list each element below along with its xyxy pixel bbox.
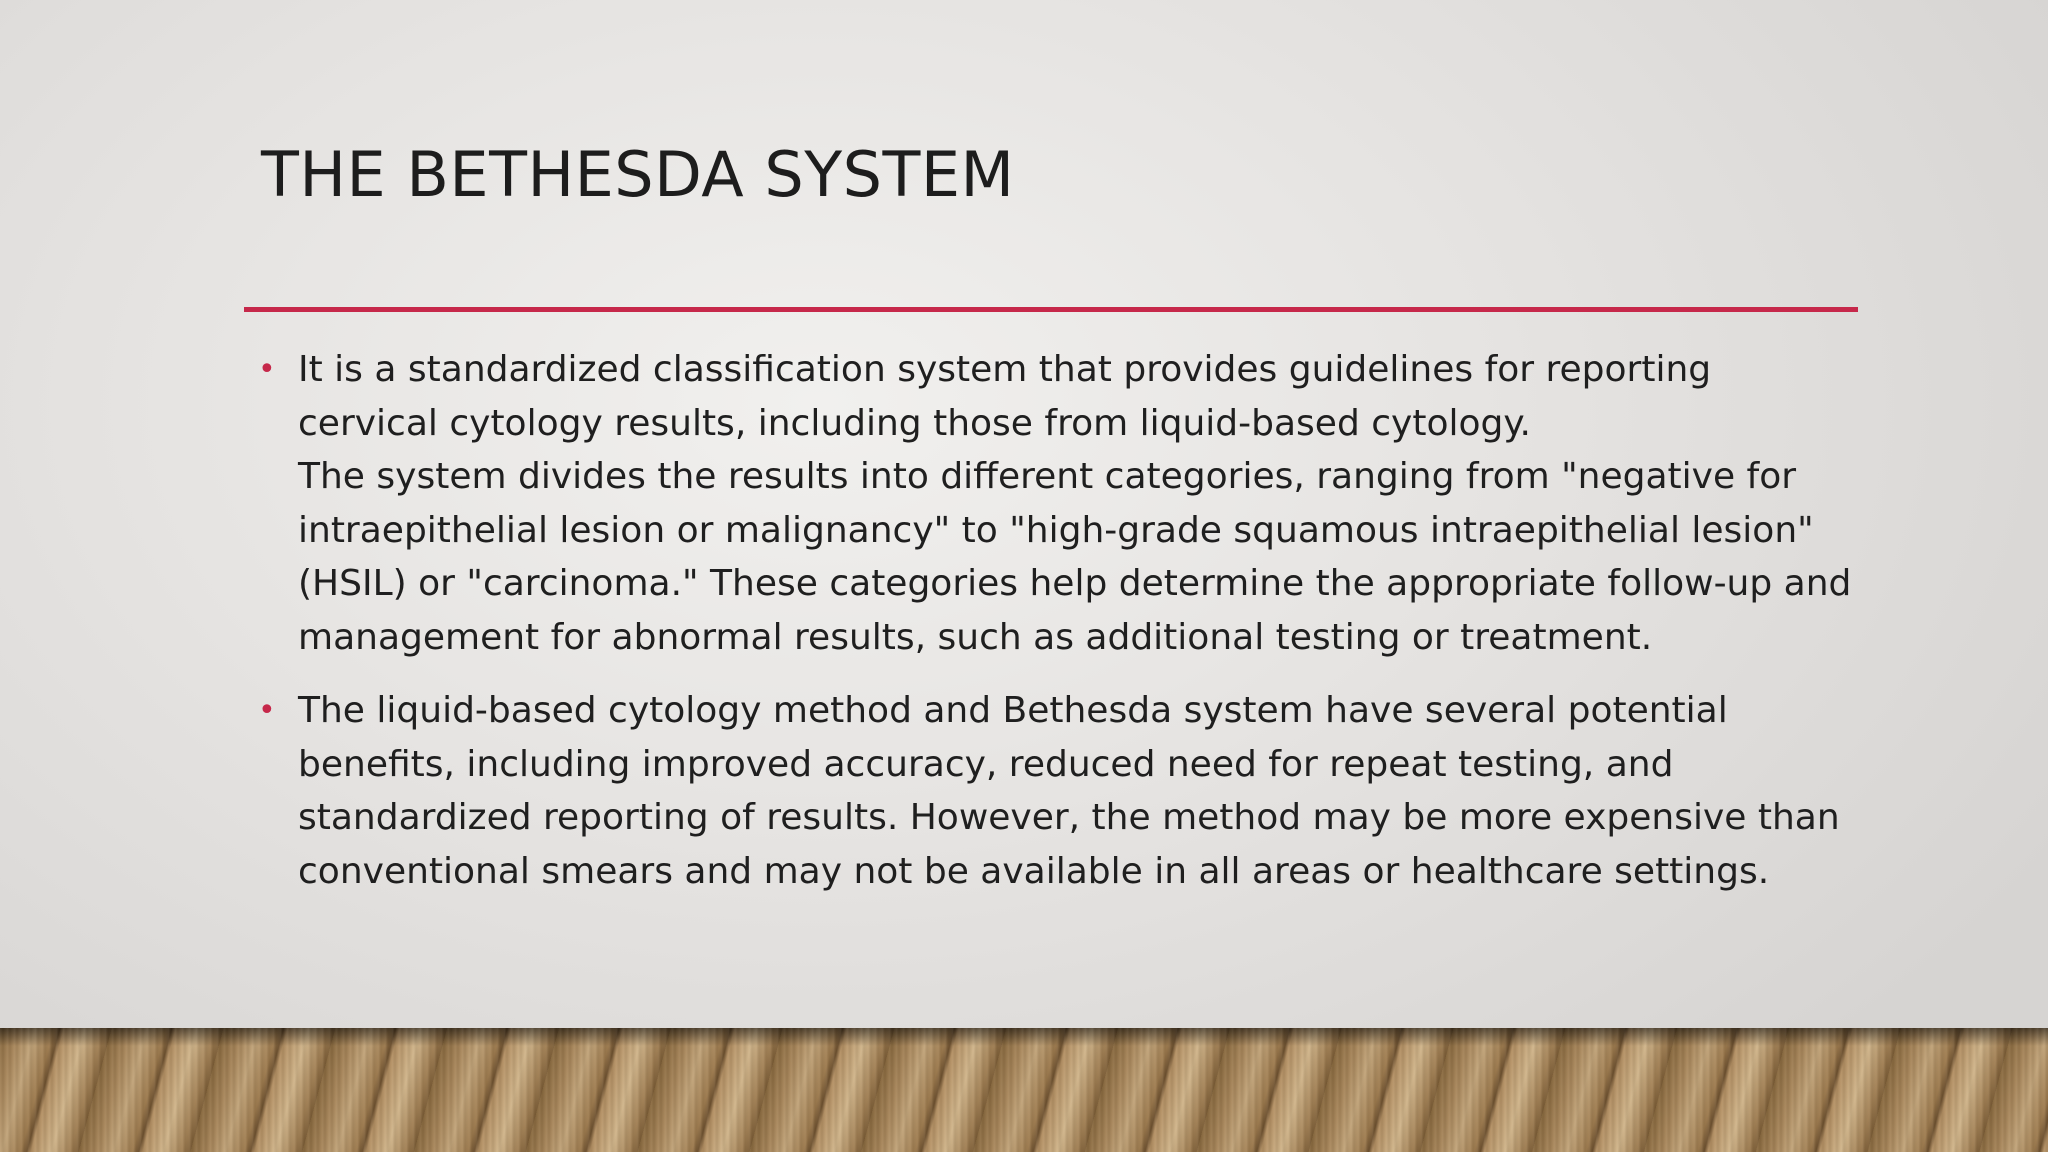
bullet-text: The system divides the results into different categories, ranging from "negative for intraepithelial lesion or malignancy" to "high-grade squamous intraepithelial lesion" (HSIL) or "carcinoma." These categories help determine the appropriate follow-up and management for abnormal results, such as additional testing or treatment.: [298, 456, 1852, 658]
title-divider: [244, 307, 1858, 312]
slide-title: THE BETHESDA SYSTEM: [261, 138, 1015, 211]
slide-content: [258, 343, 1858, 918]
bullet-text: It is a standardized classification system that provides guidelines for reporting cervical cytology results, including those from liquid-based cytology.: [298, 349, 1712, 444]
bullet-item: [258, 343, 1858, 664]
wood-floor-decoration: [0, 1028, 2048, 1152]
bullet-dot-icon: •: [258, 352, 276, 387]
bullet-dot-icon: •: [258, 693, 276, 728]
bullet-item: [258, 684, 1858, 898]
bullet-text: The liquid-based cytology method and Bethesda system have several potential benefits, including improved accuracy, reduced need for repeat testing, and standardized reporting of results. However, the method may be more expensive than conventional smears and may not be available in all areas or healthcare settings.: [298, 690, 1840, 892]
